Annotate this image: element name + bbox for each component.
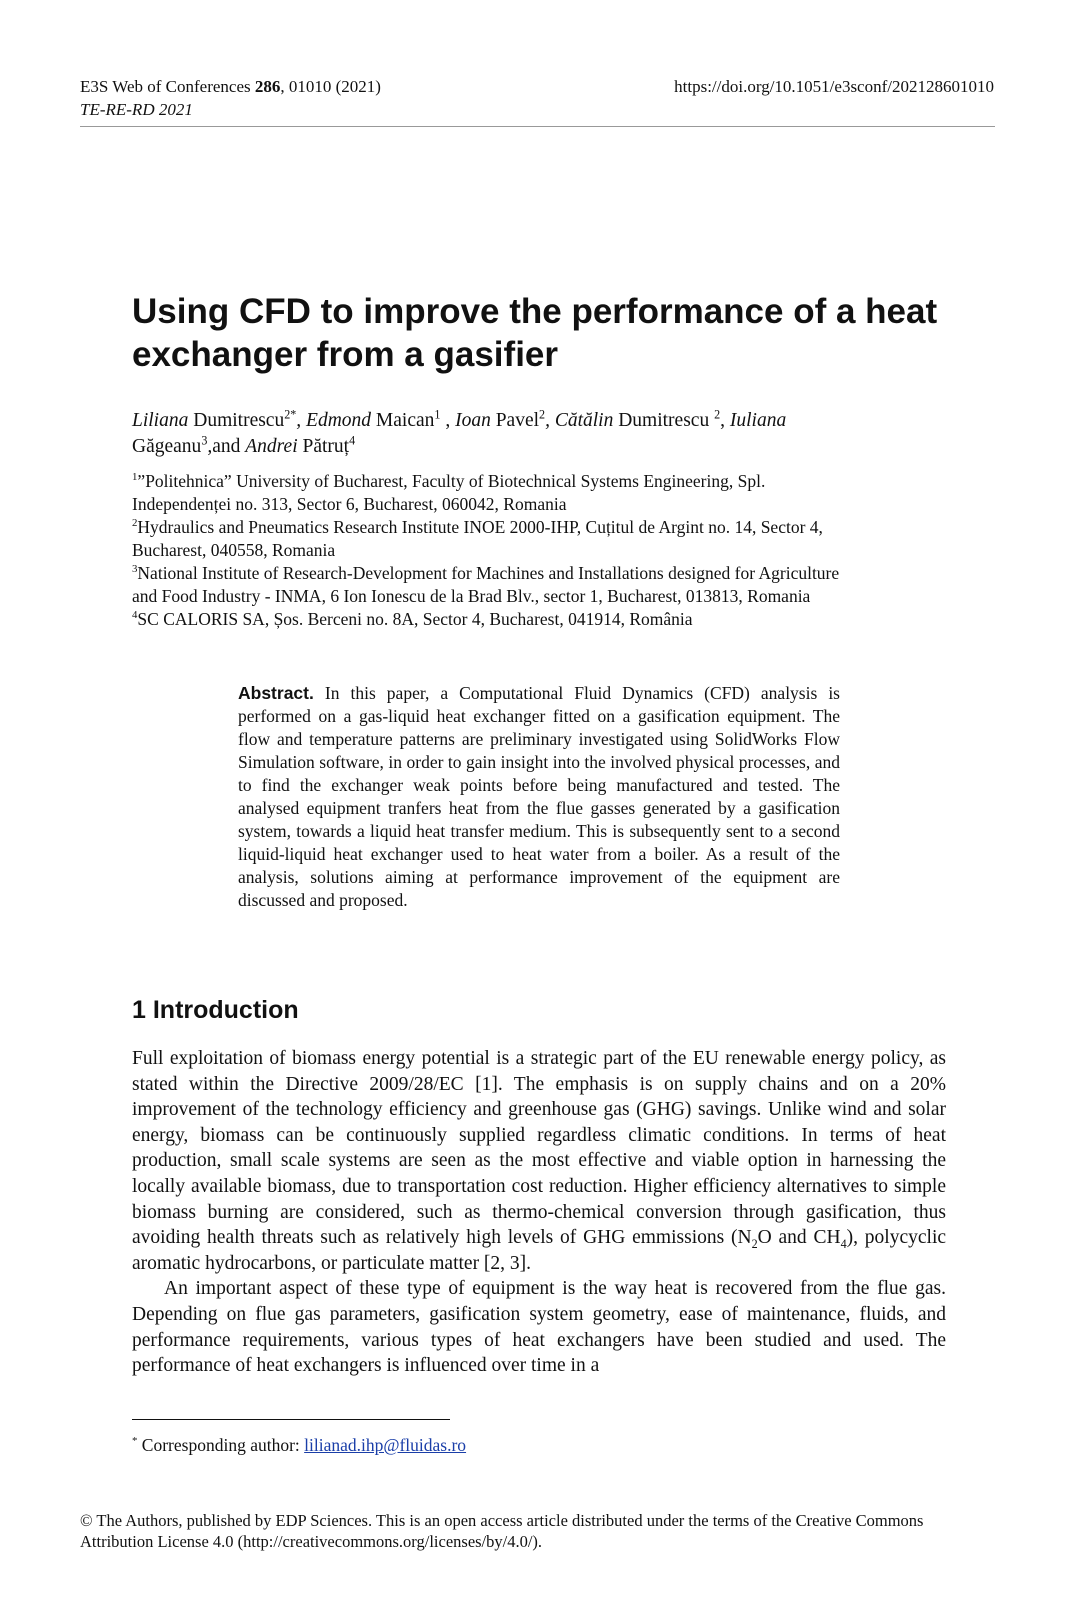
author-given: Liliana <box>132 410 189 431</box>
author-given: Iuliana <box>729 410 787 431</box>
title-line-2: exchanger from a gasifier <box>132 335 558 374</box>
conference-name: TE-RE-RD 2021 <box>80 100 193 119</box>
affiliation <box>132 516 972 562</box>
affiliation-line: Hydraulics and Pneumatics Research Institute INOE 2000-IHP, Cuțitul de Argint no. 14, Sector 4, <box>137 517 823 537</box>
subscript: 2 <box>751 1237 758 1252</box>
author-family: Găgeanu <box>132 436 202 457</box>
affiliation-line: Bucharest, 040558, Romania <box>132 540 336 560</box>
affiliation <box>132 562 972 608</box>
paragraph: An important aspect of these type of equipment is the way heat is recovered from the flue gas. Depending on flue gas parameters, gasification system geometry, ease of maintenance, fluids, and performance requirements, various types of heat exchangers have been studied and used. The performance of heat exchangers is influenced over time in a <box>132 1278 946 1377</box>
section-heading: 1 Introduction <box>132 996 299 1024</box>
abstract-label: Abstract. <box>238 683 314 703</box>
paragraph-text: O and CH <box>757 1227 841 1249</box>
footnote-label: Corresponding author: <box>137 1435 305 1455</box>
footnote-mark: * <box>132 1435 138 1448</box>
abstract-text: In this paper, a Computational Fluid Dynamics (CFD) analysis is performed on a gas-liquid heat exchanger fitted on a gasification equipment. The flow and temperature patterns are preliminary investigated using SolidWorks Flow Simulation software, in order to gain insight into the involved physical processes, and to find the exchanger weak points before being manufactured and tested. The analysed equipment tranfers heat from the flue gasses generated by a gasification system, towards a liquid heat transfer medium. This is subsequently sent to a second liquid-liquid heat exchanger used to heat water from a boiler. As a result of the analysis, solutions aiming at performance improvement of the equipment are discussed and proposed. <box>238 683 840 910</box>
journal-citation <box>80 76 381 98</box>
affiliation-mark: 3 <box>132 563 138 576</box>
journal-name: E3S Web of Conferences <box>80 77 255 96</box>
author-affil-mark: 1 <box>434 407 441 422</box>
paragraph <box>132 1046 946 1276</box>
author-given: Ioan <box>455 410 491 431</box>
subscript: 4 <box>840 1237 847 1252</box>
affiliation-line: SC CALORIS SA, Șos. Berceni no. 8A, Sector 4, Bucharest, 041914, România <box>137 609 693 629</box>
affiliation-line: and Food Industry - INMA, 6 Ion Ionescu de la Brad Blv., sector 1, Bucharest, 013813, Romania <box>132 586 811 606</box>
header-divider <box>80 126 995 127</box>
author-family: Dumitrescu <box>193 410 285 431</box>
author-family: Dumitrescu <box>618 410 710 431</box>
affiliation <box>132 470 972 516</box>
footnote <box>132 1434 466 1456</box>
footnote-divider <box>132 1419 450 1420</box>
author-list: Liliana Dumitrescu$^{2*}$, Edmond Maican$^1$ , Ioan Pavel$^2$, Cătălin Dumitrescu $^2$, Iuliana Găgeanu$^3$,and Andrei Pătruț$^4$ <box>132 407 787 457</box>
journal-volume: 286 <box>254 77 281 96</box>
body-text <box>132 1046 946 1379</box>
affiliation-line: ”Politehnica” University of Bucharest, Faculty of Biotechnical Systems Engineering, Spl. <box>137 471 766 491</box>
abstract <box>238 682 840 912</box>
paper-title <box>132 290 982 376</box>
license-line: Attribution License 4.0 (http://creativecommons.org/licenses/by/4.0/). <box>80 1532 543 1551</box>
paragraph-text: ), polycyclic aromatic hydrocarbons, or particulate matter [2, 3]. <box>132 1227 947 1274</box>
author-conjunction: and <box>212 436 241 457</box>
license-line: © The Authors, published by EDP Sciences. This is an open access article distributed under the terms of the Creative Commons <box>80 1511 924 1530</box>
author-family: Maican <box>375 410 435 431</box>
author-affil-mark: 2* <box>284 407 297 422</box>
author-affil-mark: 3 <box>201 433 208 448</box>
affiliation-list <box>132 470 972 631</box>
affiliation-mark: 4 <box>132 609 138 622</box>
author-family: Pătruț <box>302 436 350 457</box>
author-given: Cătălin <box>554 410 614 431</box>
affiliation <box>132 608 972 631</box>
author-affil-mark: 2 <box>714 407 721 422</box>
author-family: Pavel <box>495 410 540 431</box>
doi-link[interactable]: https://doi.org/10.1051/e3sconf/202128601010 <box>674 77 994 96</box>
affiliation-line: National Institute of Research-Development for Machines and Installations designed for Agriculture <box>137 563 840 583</box>
affiliation-line: Independenței no. 313, Sector 6, Bucharest, 060042, Romania <box>132 494 567 514</box>
paragraph-text: Full exploitation of biomass energy potential is a strategic part of the EU renewable energy policy, as stated within the Directive 2009/28/EC [1]. The emphasis is on supply chains and on a 20% improvement of the technology efficiency and greenhouse gas (GHG) savings. Unlike wind and solar energy, biomass can be continuously supplied regardless climatic conditions. In terms of heat production, small scale systems are seen as the most effective and viable option in harnessing the locally available biomass, due to transportation cost reduction. Higher efficiency alternatives to simple biomass burning are considered, such as thermo-chemical conversion through gasification, thus avoiding health threats such as relatively high levels of GHG emmissions (N <box>132 1048 946 1249</box>
article-number: , 01010 (2021) <box>280 77 381 96</box>
license-notice <box>80 1510 1000 1552</box>
author-given: Andrei <box>245 436 298 457</box>
affiliation-mark: 1 <box>132 471 138 484</box>
author-affil-mark: 2 <box>539 407 546 422</box>
author-email-link[interactable]: lilianad.ihp@fluidas.ro <box>304 1435 467 1455</box>
author-affil-mark: 4 <box>349 433 356 448</box>
title-line-1: Using CFD to improve the performance of a heat <box>132 292 938 331</box>
affiliation-mark: 2 <box>132 517 138 530</box>
author-given: Edmond <box>306 410 372 431</box>
